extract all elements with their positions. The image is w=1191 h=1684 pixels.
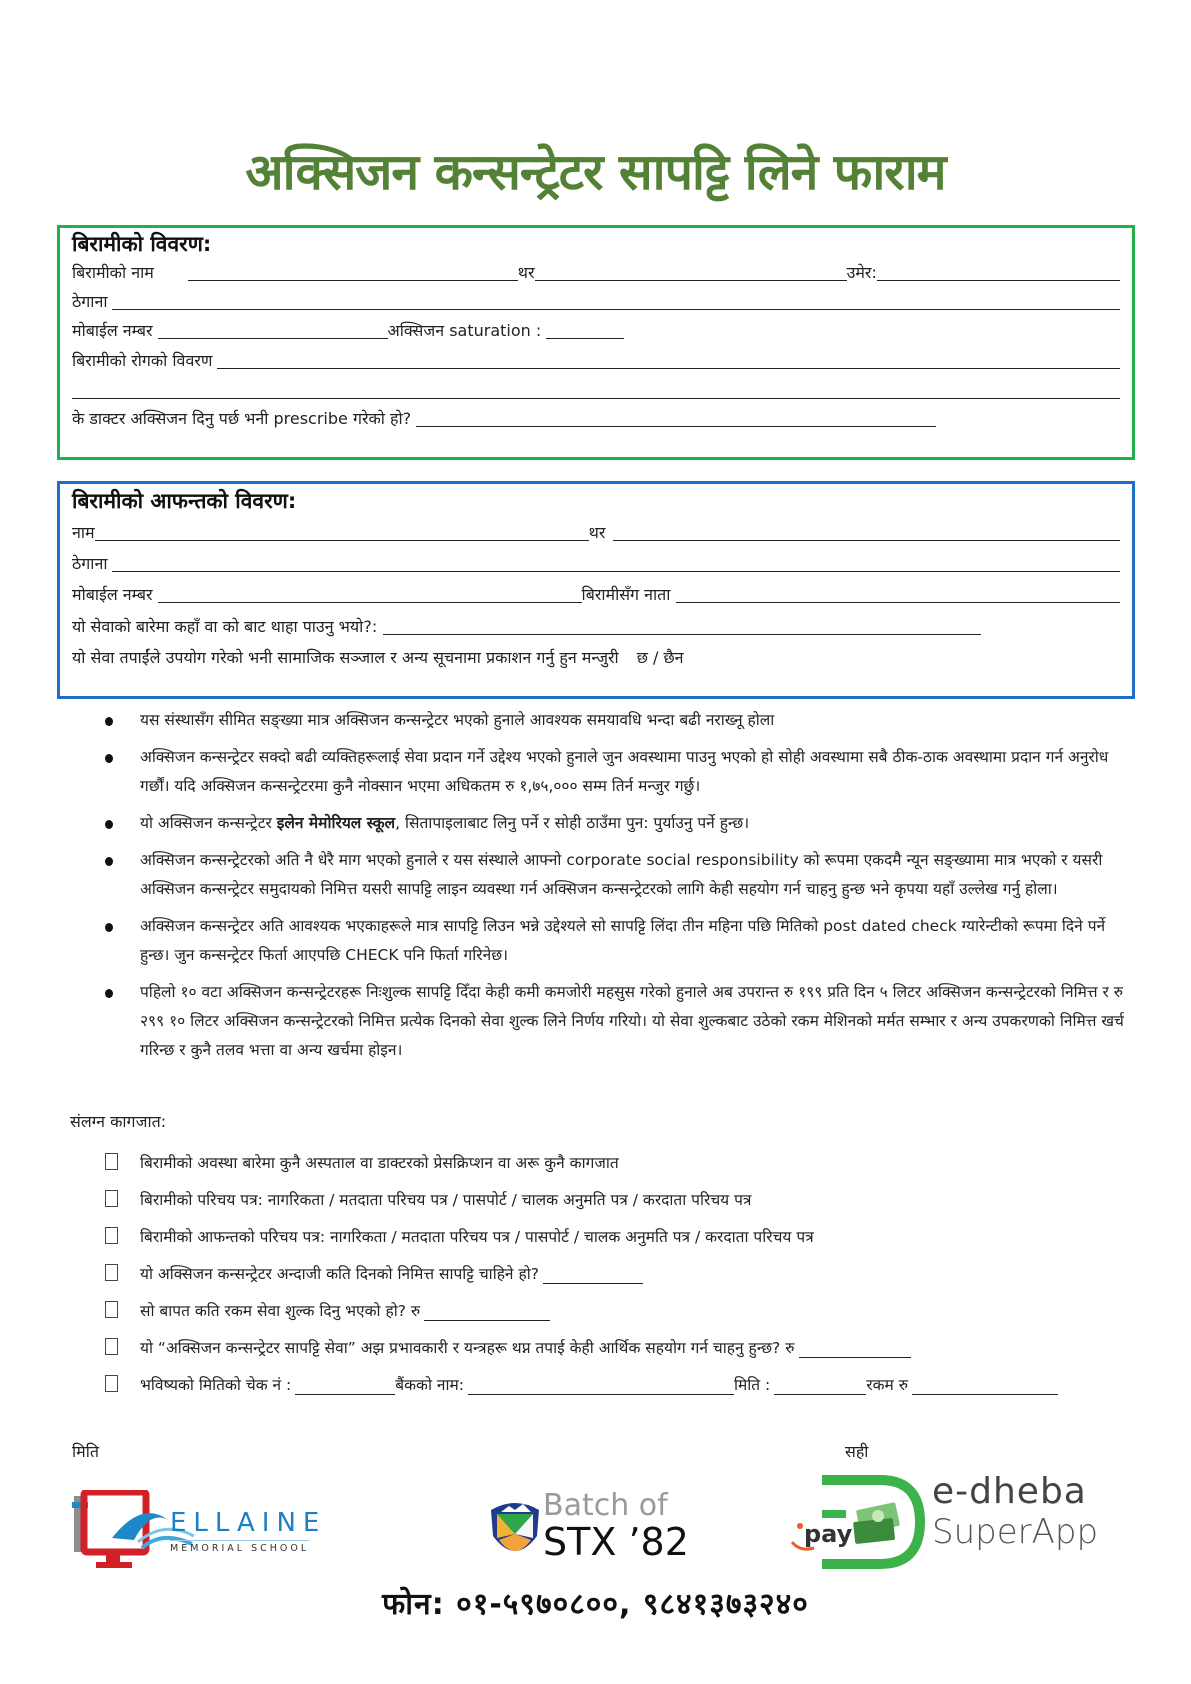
terms-item: यस संस्थासँग सीमित सङ्ख्या मात्र अक्सिजन कन्सन्ट्रेटर भएको हुनाले आवश्यक समयावधि भन्दा बढी नराख्नू होला (95, 706, 1135, 735)
edheba-sub: SuperApp (932, 1512, 1099, 1552)
e-dheba-superapp-logo (790, 1470, 1120, 1575)
ellaine-logo-text: ELLAINE (170, 1508, 327, 1538)
cheque-date-field[interactable] (774, 1380, 866, 1395)
patient-mobile-label: मोबाईल नम्बर (72, 321, 153, 340)
patient-name-field[interactable] (188, 262, 518, 281)
relative-section-heading: बिरामीको आफन्तको विवरण: (72, 489, 297, 513)
cheque-no-field[interactable] (295, 1380, 395, 1395)
disease-details-label: बिरामीको रोगको विवरण (72, 351, 213, 370)
attachments-checklist (105, 1143, 1135, 1402)
relative-name-label: नाम (72, 523, 95, 542)
relative-address-field[interactable] (112, 553, 1120, 572)
attachments-heading: संलग्न कागजात: (70, 1112, 167, 1131)
attachment-item: यो “अक्सिजन कन्सन्ट्रेटर सापट्टि सेवा” अझ प्रभावकारी र यन्त्रहरू थप्न तपाई केही आर्थिक सहयोग गर्न चाहनु हुन्छ? रु (105, 1328, 1135, 1365)
edheba-name: e-dheba (932, 1471, 1087, 1512)
relative-mobile-label: मोबाईल नम्बर (72, 585, 153, 604)
form-title: अक्सिजन कन्सन्ट्रेटर सापट्टि लिने फाराम (245, 143, 946, 201)
attachment-item: बिरामीको अवस्था बारेमा कुनै अस्पताल वा डाक्टरको प्रेसक्रिप्शन वा अरू कुनै कागजात (105, 1143, 1135, 1180)
batch-logo-line2: STX ’82 (543, 1520, 689, 1564)
attachment-item (105, 1365, 1135, 1402)
terms-list (95, 706, 1135, 1073)
batch-logo-line1: Batch of (543, 1488, 668, 1523)
bullet-icon (105, 820, 113, 829)
checkbox[interactable] (105, 1227, 118, 1244)
patient-age-label: उमेर: (846, 263, 877, 282)
relative-details-section (57, 481, 1135, 699)
prescribed-field[interactable] (416, 408, 936, 427)
checkbox[interactable] (105, 1264, 118, 1281)
donation-field[interactable] (799, 1343, 911, 1358)
patient-surname-label: थर (517, 263, 535, 282)
patient-mobile-field[interactable] (158, 320, 388, 339)
ellaine-memorial-school-logo (72, 1490, 362, 1570)
patient-details-section (57, 225, 1135, 460)
bullet-icon (105, 717, 113, 726)
oxygen-saturation-label: अक्सिजन saturation : (387, 321, 542, 340)
ellaine-logo-subtext: MEMORIAL SCHOOL (170, 1540, 309, 1554)
checkbox[interactable] (105, 1375, 118, 1392)
patient-name-label: बिरामीको नाम (72, 263, 154, 282)
relative-surname-field[interactable] (613, 522, 1120, 541)
bank-name-field[interactable] (468, 1380, 734, 1395)
signature-label: सही (845, 1442, 869, 1461)
school-crest-icon (485, 1496, 545, 1566)
patient-surname-field[interactable] (535, 262, 847, 281)
patient-address-label: ठेगाना (72, 292, 108, 311)
patient-section-heading: बिरामीको विवरण: (72, 232, 212, 256)
disease-details-field[interactable] (217, 350, 1120, 369)
attachment-item: बिरामीको परिचय पत्र: नागरिकता / मतदाता परिचय पत्र / पासपोर्ट / चालक अनुमति पत्र / करदाता परिचय पत्र (105, 1180, 1135, 1217)
bank-name-label: बैंकको नाम: (395, 1375, 464, 1394)
oxygen-saturation-field[interactable] (546, 320, 624, 339)
disease-details-field-line2[interactable] (72, 380, 1120, 399)
checkbox[interactable] (105, 1338, 118, 1355)
checkbox[interactable] (105, 1301, 118, 1318)
relative-address-label: ठेगाना (72, 554, 108, 573)
date-label: मिति (72, 1442, 99, 1461)
attachment-item: बिरामीको आफन्तको परिचय पत्र: नागरिकता / मतदाता परिचय पत्र / पासपोर्ट / चालक अनुमति पत्र / करदाता परिचय पत्र (105, 1217, 1135, 1254)
amount-field[interactable] (912, 1380, 1058, 1395)
cheque-date-label: मिति : (734, 1375, 771, 1394)
terms-item: यो अक्सिजन कन्सन्ट्रेटर इलेन मेमोरियल स्कूल, सितापाइलाबाट लिनु पर्ने र सोही ठाउँमा पुन: पुर्याउनु पर्ने हुन्छ। (95, 809, 1135, 838)
phone-number: फोन: ०१-५९७०८००, ९८४१३७३२४० (382, 1587, 809, 1622)
checkbox[interactable] (105, 1190, 118, 1207)
patient-address-field[interactable] (112, 291, 1120, 310)
terms-item: अक्सिजन कन्सन्ट्रेटरको अति नै धेरै माग भएको हुनाले र यस संस्थाले आफ्नो corporate social responsibility को रूपमा एकदमै न्यून सङ्ख्यामा मात्र भएको र यसरी अक्सिजन कन्सन्ट्रेटर समुदायको निमित्त यसरी सापट्टि लाइन व्यवस्था गर्न अक्सिजन कन्सन्ट्रेटरको लागि केही सहयोग गर्न चाहनु हुन्छ भने कृपया यहाँ उल्लेख गर्नु होला। (95, 846, 1135, 904)
attachment-item: सो बापत कति रकम सेवा शुल्क दिनु भएको हो? रु (105, 1291, 1135, 1328)
relation-label: बिरामीसँग नाता (581, 585, 671, 604)
terms-item: पहिलो १० वटा अक्सिजन कन्सन्ट्रेटरहरू निःशुल्क सापट्टि दिँदा केही कमी कमजोरी महसुस गरेको हुनाले अब उपरान्त रु १९९ प्रति दिन ५ लिटर अक्सिजन कन्सन्ट्रेटरको निमित्त र रु २९९ १० लिटर अक्सिजन कन्सन्ट्रेटरको निमित्त प्रत्येक दिनको सेवा शुल्क लिने निर्णय गरियो। यो सेवा शुल्कबाट उठेको रकम मेशिनको मर्मत सम्भार र अन्य उपकरणको निमित्त खर्च गरिन्छ र कुनै तलव भत्ता वा अन्य खर्चमा होइन। (95, 978, 1135, 1065)
school-name: इलेन मेमोरियल स्कूल (276, 814, 396, 832)
relative-mobile-field[interactable] (158, 584, 582, 603)
source-label: यो सेवाको बारेमा कहाँ वा को बाट थाहा पाउनु भयो?: (72, 617, 378, 636)
relation-field[interactable] (676, 584, 1120, 603)
ipay-text: pay (804, 1520, 853, 1548)
checkbox[interactable] (105, 1153, 118, 1170)
relative-name-field[interactable] (95, 522, 589, 541)
amount-label: रकम रु (866, 1375, 909, 1394)
consent-label: यो सेवा तपाईंले उपयोग गरेको भनी सामाजिक सञ्जाल र अन्य सूचनामा प्रकाशन गर्नु हुन मन्जुरी (72, 648, 619, 667)
patient-age-field[interactable] (877, 262, 1120, 281)
terms-item: अक्सिजन कन्सन्ट्रेटर सक्दो बढी व्यक्तिहरूलाई सेवा प्रदान गर्ने उद्देश्य भएको हुनाले जुन अवस्थामा पाउनु भएको हो सोही अवस्थामा सबै ठीक-ठाक अवस्थामा प्रदान गर्न अनुरोध गर्छौं। यदि अक्सिजन कन्सन्ट्रेटरमा कुनै नोक्सान भएमा अधिकतम रु १,७५,००० सम्म तिर्न मन्जुर गर्छु। (95, 743, 1135, 801)
bullet-icon (105, 923, 113, 932)
terms-item: अक्सिजन कन्सन्ट्रेटर अति आवश्यक भएकाहरूले मात्र सापट्टि लिउन भन्ने उद्देश्यले सो सापट्टि लिंदा तीन महिना पछि मितिको post dated check ग्यारेन्टीको रूपमा दिने पर्ने हुन्छ। जुन कन्सन्ट्रेटर फिर्ता आएपछि CHECK पनि फिर्ता गरिनेछ। (95, 912, 1135, 970)
cheque-no-label: भविष्यको मितिको चेक नं : (140, 1375, 292, 1394)
prescribed-label: के डाक्टर अक्सिजन दिनु पर्छ भनी prescribe गरेको हो? (72, 409, 412, 428)
relative-surname-label: थर (588, 523, 606, 542)
bullet-icon (105, 989, 113, 998)
batch-of-stx-82-logo (485, 1490, 705, 1570)
rental-days-field[interactable] (543, 1269, 643, 1284)
consent-options[interactable]: छ / छैन (636, 648, 684, 667)
source-field[interactable] (383, 616, 981, 635)
bullet-icon (105, 754, 113, 763)
service-fee-field[interactable] (424, 1306, 550, 1321)
bullet-icon (105, 857, 113, 866)
attachment-item: यो अक्सिजन कन्सन्ट्रेटर अन्दाजी कति दिनको निमित्त सापट्टि चाहिने हो? (105, 1254, 1135, 1291)
